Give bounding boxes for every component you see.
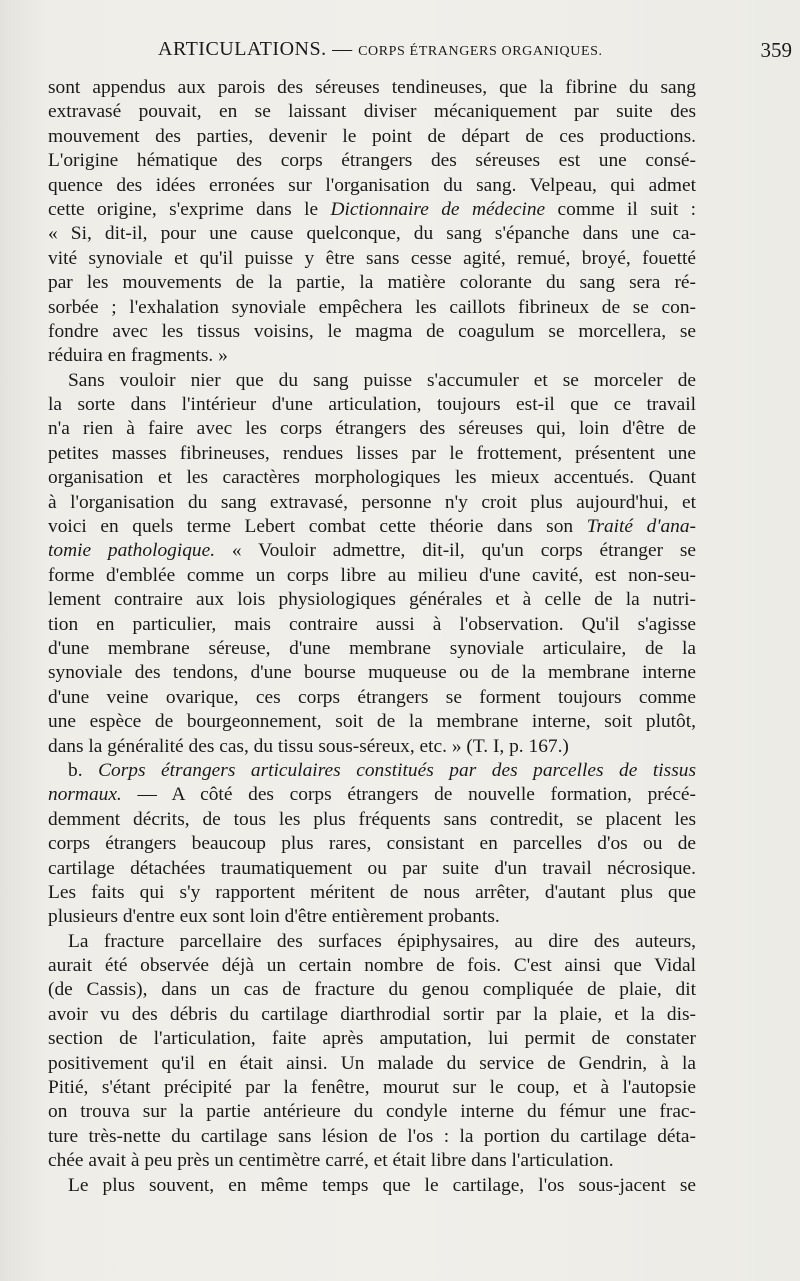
text-segment: cette origine, s'exprime dans le xyxy=(48,198,331,220)
text-line xyxy=(48,539,696,563)
text-line: corps étrangers beaucoup plus rares, consistant en parcelles d'os ou de xyxy=(48,833,696,855)
text-line: Les faits qui s'y rapportent méritent de nous arrêter, d'autant plus que xyxy=(48,881,696,903)
text-line: Le plus souvent, en même temps que le cartilage, l'os sous-jacent se xyxy=(68,1174,696,1196)
text-line: sont appendus aux parois des séreuses tendineuses, que la fibrine du sang xyxy=(48,77,696,98)
text-line: aurait été observée déjà un certain nombre de fois. C'est ainsi que Vidal xyxy=(48,955,696,977)
running-title-main: ARTICULATIONS. xyxy=(158,38,327,60)
text-line xyxy=(48,515,696,539)
text-segment: « Vouloir admettre, dit-il, qu'un corps étranger se xyxy=(215,540,696,562)
running-title-subtitle: CORPS ÉTRANGERS ORGANIQUES. xyxy=(358,44,603,59)
text-line: tion en particulier, mais contraire aussi à l'observation. Qu'il s'agisse xyxy=(48,613,696,635)
text-line: sorbée ; l'exhalation synoviale empêchera les caillots fibrineux de se con- xyxy=(48,296,696,318)
text-line: on trouva sur la partie antérieure du condyle interne du fémur une frac- xyxy=(48,1101,696,1123)
text-line: forme d'emblée comme un corps libre au milieu d'une cavité, est non-seu- xyxy=(48,564,696,586)
text-line: extravasé pouvait, en se laissant diviser mécaniquement par suite des xyxy=(48,101,696,123)
italic-text: tomie pathologique. xyxy=(48,540,216,562)
italic-text: normaux. xyxy=(48,784,122,806)
text-line: par les mouvements de la partie, la matière colorante du sang sera ré- xyxy=(48,272,696,294)
italic-text: Dictionnaire de médecine xyxy=(330,198,546,220)
text-line: quence des idées erronées sur l'organisation du sang. Velpeau, qui admet xyxy=(48,174,696,196)
text-segment: — A côté des corps étrangers de nouvelle formation, précé- xyxy=(121,784,696,806)
text-line: La fracture parcellaire des surfaces épiphysaires, au dire des auteurs, xyxy=(68,930,696,952)
text-line: dans la généralité des cas, du tissu sous-séreux, etc. » (T. I, p. 167.) xyxy=(48,735,569,757)
running-title-separator: — xyxy=(326,38,359,60)
text-line: L'origine hématique des corps étrangers des séreuses est une consé- xyxy=(48,150,696,172)
text-line: lement contraire aux lois physiologiques générales et à celle de la nutri- xyxy=(48,589,696,611)
text-line: Sans vouloir nier que du sang puisse s'accumuler et se morceler de xyxy=(68,369,696,391)
text-line: vité synoviale et qu'il puisse y être sans cesse agité, remué, broyé, fouetté xyxy=(48,247,696,269)
text-line: fondre avec les tissus voisins, le magma de coagulum se morcellera, se xyxy=(48,320,696,342)
text-line xyxy=(48,783,696,807)
italic-text: Corps étrangers articulaires constitués par des parcelles de tissus xyxy=(98,759,697,781)
text-segment: voici en quels terme Lebert combat cette théorie dans son xyxy=(48,516,587,538)
text-line: (de Cassis), dans un cas de fracture du genou compliquée de plaie, dit xyxy=(48,979,696,1001)
text-line: réduira en fragments. » xyxy=(48,345,228,367)
text-line xyxy=(48,198,696,222)
body-text xyxy=(48,76,696,1198)
text-line: une espèce de bourgeonnement, soit de la membrane interne, soit plutôt, xyxy=(48,711,696,733)
text-line: Pitié, s'étant précipité par la fenêtre, mourut sur le coup, et à l'autopsie xyxy=(48,1077,696,1099)
text-segment: comme il suit : xyxy=(545,198,696,220)
text-line: n'a rien à faire avec les corps étrangers des séreuses qui, loin d'être de xyxy=(48,418,696,440)
text-line: avoir vu des débris du cartilage diarthrodial sortir par la plaie, et la dis- xyxy=(48,1003,696,1025)
text-line: synoviale des tendons, d'une bourse muqueuse ou de la membrane interne xyxy=(48,662,696,684)
text-segment: b. xyxy=(68,759,99,781)
italic-text: Traité d'ana- xyxy=(586,516,697,538)
text-line: positivement qu'il en était ainsi. Un malade du service de Gendrin, à la xyxy=(48,1052,696,1074)
text-line xyxy=(48,759,696,783)
text-line: la sorte dans l'intérieur d'une articulation, toujours est-il que ce travail xyxy=(48,394,696,416)
text-line: cartilage détachées traumatiquement ou par suite d'un travail nécrosique. xyxy=(48,857,696,879)
text-line: d'une veine ovarique, ces corps étrangers se forment toujours comme xyxy=(48,686,696,708)
text-line: petites masses fibrineuses, rendues lisses par le frottement, présentent une xyxy=(48,442,696,464)
text-line: mouvement des parties, devenir le point de départ de ces productions. xyxy=(48,125,696,147)
text-line: d'une membrane séreuse, d'une membrane synoviale articulaire, de la xyxy=(48,637,696,659)
text-line: à l'organisation du sang extravasé, personne n'y croit plus aujourd'hui, et xyxy=(48,491,696,513)
text-line: ture très-nette du cartilage sans lésion de l'os : la portion du cartilage déta- xyxy=(48,1125,696,1147)
text-line: « Si, dit-il, pour une cause quelconque, du sang s'épanche dans une ca- xyxy=(48,223,696,245)
text-line: plusieurs d'entre eux sont loin d'être entièrement probants. xyxy=(48,906,500,928)
page-number: 359 xyxy=(760,38,792,62)
text-line: section de l'articulation, faite après amputation, lui permit de constater xyxy=(48,1028,696,1050)
text-line: organisation et les caractères morphologiques les mieux accentués. Quant xyxy=(48,467,696,489)
running-head xyxy=(48,38,792,70)
text-line: chée avait à peu près un centimètre carré, et était libre dans l'articulation. xyxy=(48,1150,614,1172)
running-title xyxy=(158,38,603,61)
text-line: demment décrits, de tous les plus fréquents sans contredit, se placent les xyxy=(48,808,696,830)
